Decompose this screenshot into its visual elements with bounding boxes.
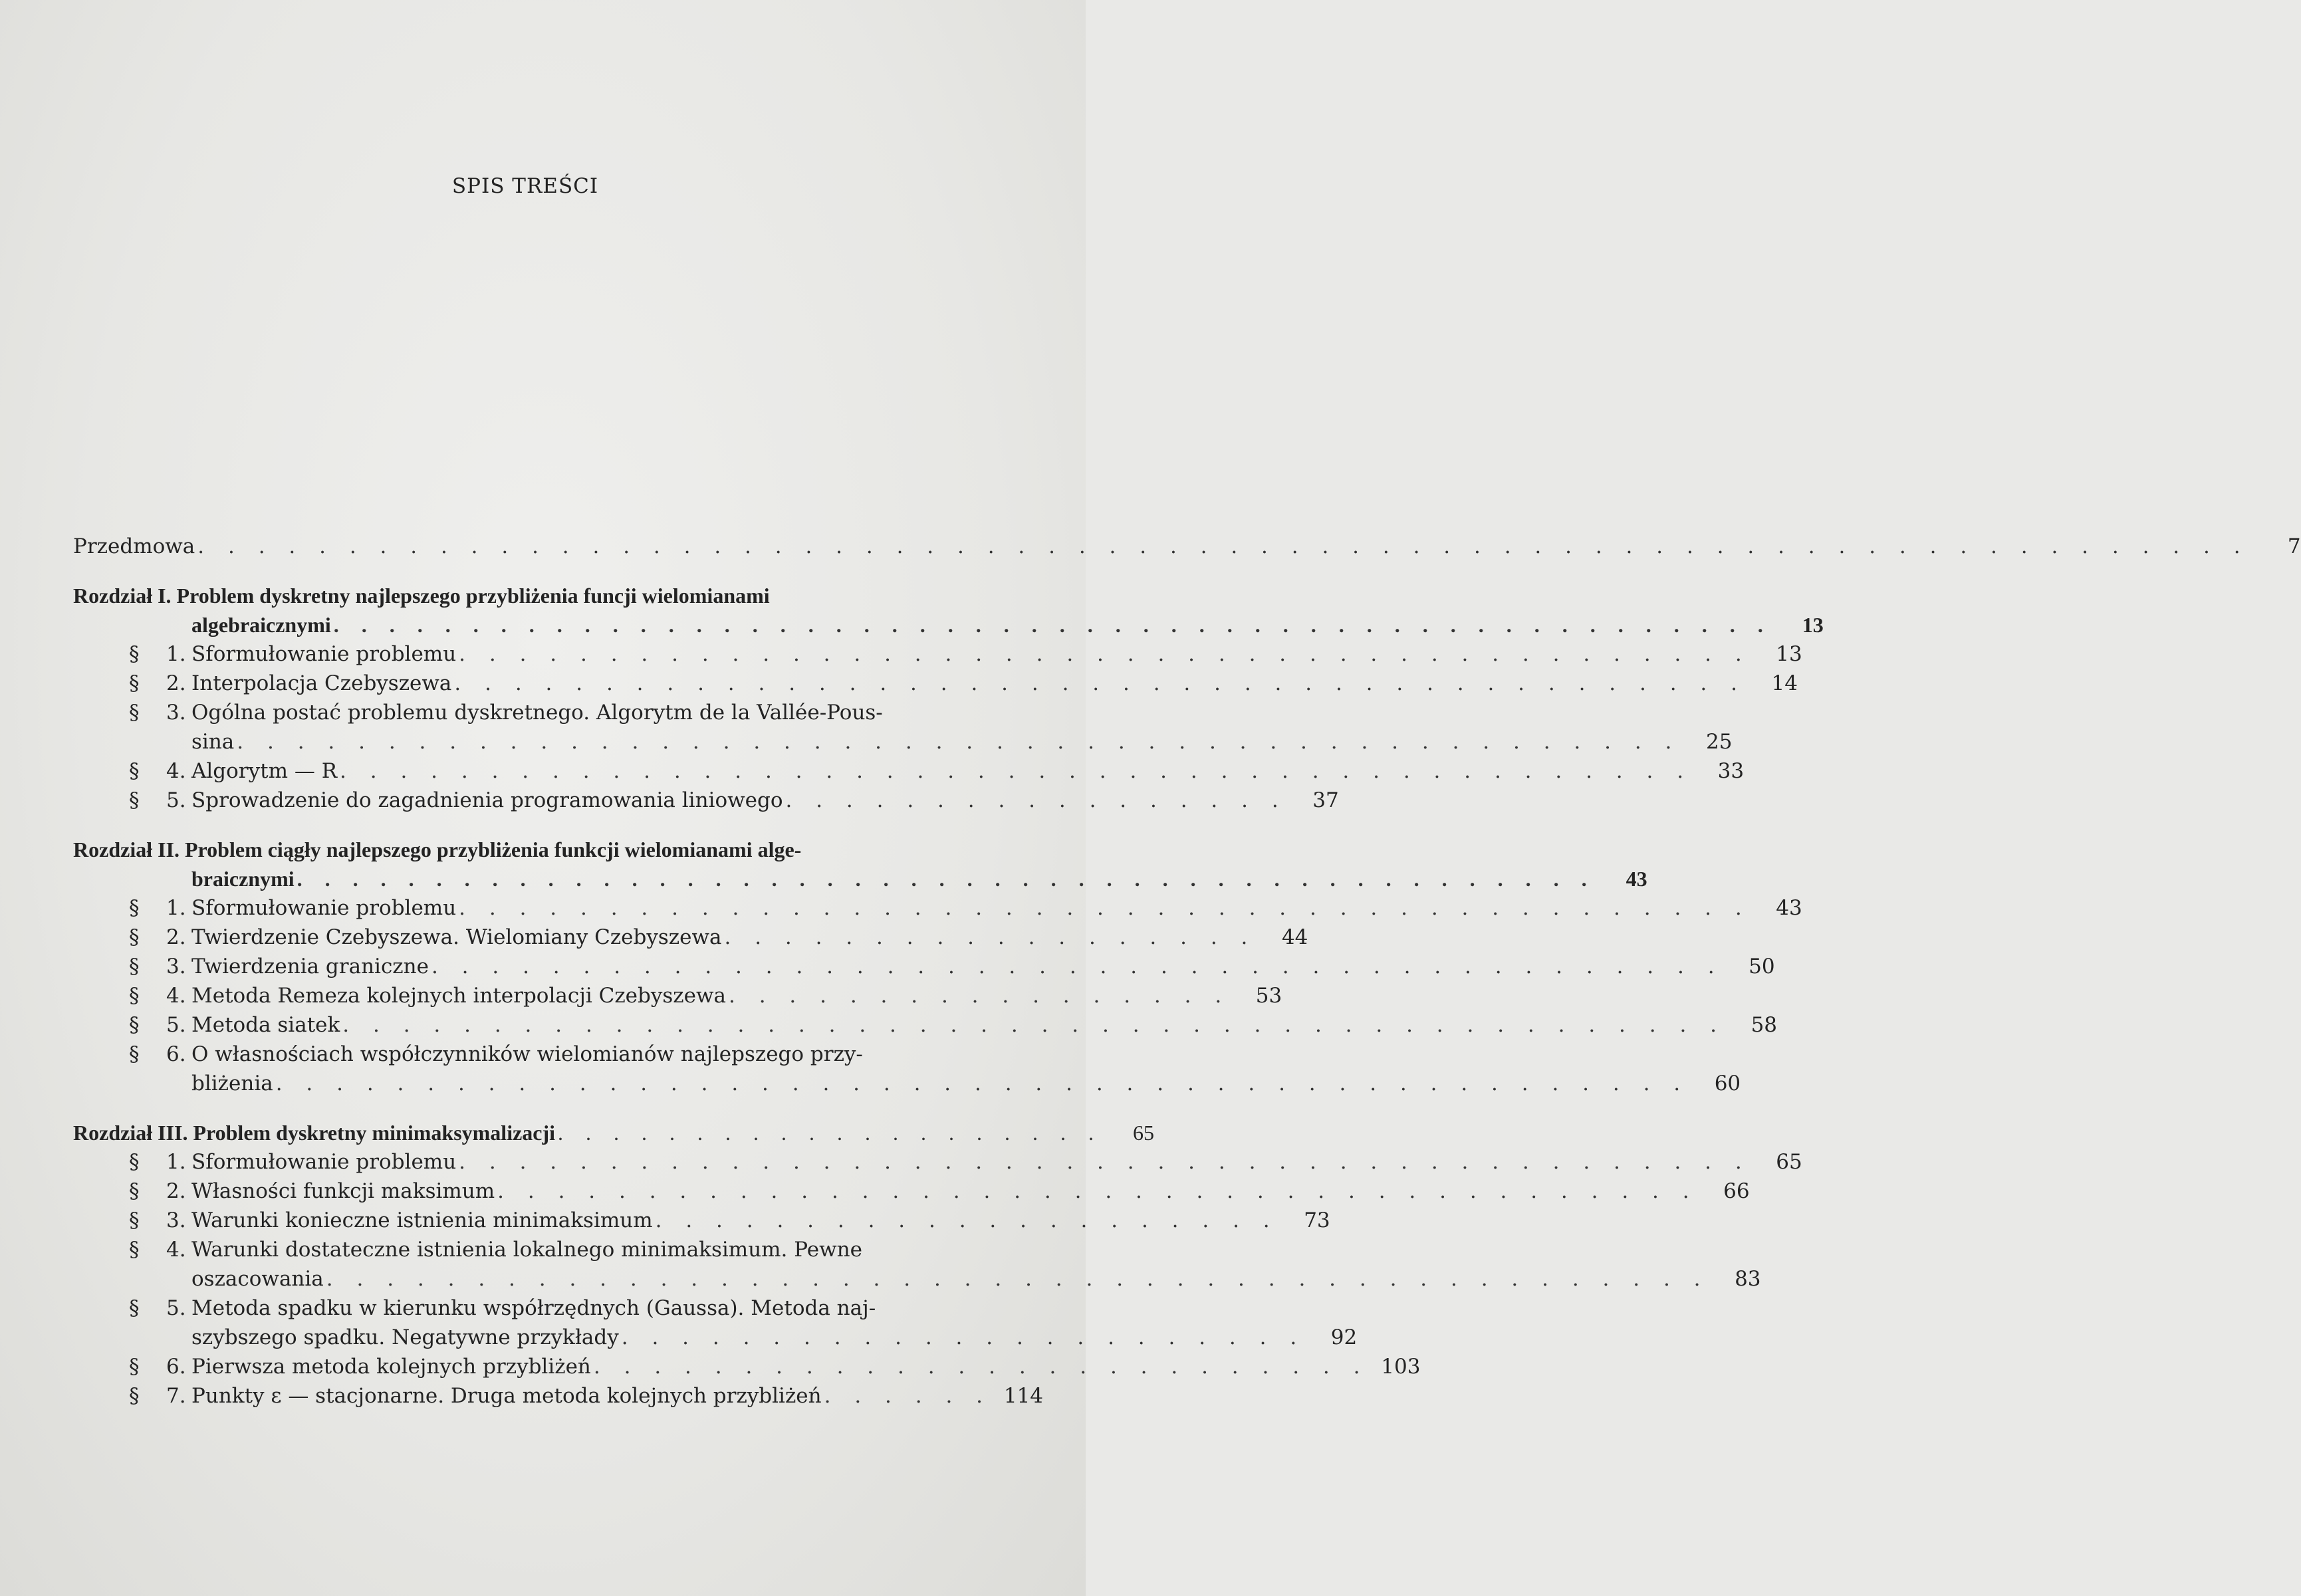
section-number: 1. (166, 896, 186, 920)
section-number: 5. (166, 788, 186, 812)
entry-text (129, 981, 726, 1010)
page-number: 58 (1751, 1013, 1778, 1037)
leader-dots: . . . . . . . . . . . . . . . . . . . . . . . . . . . . . . . . . . . . . . . . . . . (459, 896, 1751, 920)
entry-text (129, 698, 883, 727)
section-number: 2. (166, 671, 186, 695)
entry-text (129, 1177, 495, 1206)
section-entry (73, 952, 1775, 981)
section-number: 1. (166, 642, 186, 666)
section-symbol: § (129, 984, 140, 1008)
entry-text: Metoda siatek (191, 1013, 340, 1037)
page-number: 103 (1381, 1355, 1421, 1379)
chapter-heading (73, 581, 967, 610)
section-number: 7. (166, 1384, 186, 1408)
section-entry (73, 1294, 967, 1323)
chapter-title-continuation (73, 610, 1824, 639)
entry-text (129, 669, 451, 698)
section-entry-continuation (73, 1323, 1358, 1352)
section-symbol: § (129, 1355, 140, 1379)
chapter-label (73, 835, 801, 864)
page-number: 25 (1705, 730, 1733, 754)
leader-dots: . . . . . . . . . . . . . . . . . . (724, 925, 1257, 949)
leader-dots: . . . . . . . . . . . . . . . . . (728, 984, 1231, 1008)
page-number: 92 (1330, 1325, 1358, 1349)
section-number: 3. (166, 1208, 186, 1232)
entry-text: Warunki konieczne istnienia minimaksimum (191, 1208, 653, 1232)
section-entry (73, 639, 1802, 669)
entry-text: Rozdział III. (73, 1121, 188, 1145)
section-symbol: § (129, 1013, 140, 1037)
section-number: 5. (166, 1296, 186, 1320)
page-number: 14 (1771, 671, 1798, 695)
entry-text: Warunki dostateczne istnienia lokalnego minimaksimum. Pewne (191, 1238, 862, 1262)
page-number: 33 (1717, 759, 1745, 783)
section-symbol: § (129, 1384, 140, 1408)
section-entry (73, 786, 1339, 815)
section-entry (73, 1206, 1330, 1235)
section-entry (73, 923, 1308, 952)
entry-text: algebraicznymi (191, 613, 331, 637)
leader-dots: . . . . . . . . . . . . . . . . . (785, 788, 1287, 812)
page-number: 65 (1133, 1121, 1155, 1145)
leader-dots: . . . . . . . . . . . . . . . . . . . . . . . . . . . . . . . . . . . . . . . . (497, 1179, 1698, 1203)
leader-dots: . . . . . . . . . . . . . . . . . . . . . . . . . . . . . . . . . . . . . . . . . . . (454, 671, 1746, 695)
chapter-title-continuation (73, 864, 1647, 893)
section-number: 4. (166, 1238, 186, 1262)
section-entry (73, 669, 1798, 698)
section-entry-continuation (73, 1069, 1741, 1098)
section-entry-continuation (73, 1264, 1761, 1294)
section-entry (73, 1010, 1778, 1040)
section-symbol: § (129, 1296, 140, 1320)
chapter-heading (73, 1118, 1155, 1147)
entry-text (129, 1147, 456, 1177)
entry-text (129, 1294, 876, 1323)
page-number: 114 (1003, 1384, 1044, 1408)
chapter-label (73, 581, 770, 610)
entry-text: sina (191, 730, 235, 754)
entry-text (129, 923, 722, 952)
entry-text: Interpolacja Czebyszewa (191, 671, 452, 695)
entry-text: O własnościach współczynników wielomianów najlepszego przy- (191, 1042, 863, 1066)
section-number: 6. (166, 1355, 186, 1379)
section-entry-continuation (73, 727, 1733, 756)
section-number: 5. (166, 1013, 186, 1037)
entry-text: oszacowania (191, 1267, 324, 1291)
page-number: 53 (1255, 984, 1282, 1008)
table-of-contents (73, 532, 2301, 1411)
section-symbol: § (129, 1238, 140, 1262)
page-number: 43 (1776, 896, 1802, 920)
section-symbol: § (129, 1208, 140, 1232)
entry-text (129, 893, 456, 923)
entry-text (129, 786, 783, 815)
entry-text: Pierwsza metoda kolejnych przybliżeń (191, 1355, 591, 1379)
entry-text (129, 1352, 591, 1381)
entry-text: Sprowadzenie do zagadnienia programowania liniowego (191, 788, 783, 812)
section-number: 4. (166, 984, 186, 1008)
page-number: 7 (2287, 534, 2301, 558)
section-symbol: § (129, 642, 140, 666)
leader-dots: . . . . . . . . . . . . . . . . . . . . . . . . . . . . . . . . . . . . . . . . . . . . . . . . . . . . . . . . . . . . . . . . . . . . (197, 534, 2249, 558)
entry-text (129, 756, 337, 786)
section-number: 2. (166, 925, 186, 949)
entry-text: Rozdział I. (73, 584, 172, 608)
section-number: 4. (166, 759, 186, 783)
entry-text (129, 1235, 862, 1264)
entry-text: Rozdział II. (73, 838, 180, 861)
leader-dots: . . . . . . . . . . . . . . . . . . . . . . . . . . . . . . . . . . . . . . . . . . . . . (340, 759, 1693, 783)
entry-text: braicznymi (191, 867, 295, 891)
section-entry (73, 1177, 1750, 1206)
entry-text: Sformułowanie problemu (191, 642, 457, 666)
entry-text: Metoda Remeza kolejnych interpolacji Czebyszewa (191, 984, 726, 1008)
section-symbol: § (129, 701, 140, 725)
entry-text (129, 1010, 340, 1040)
spacer (73, 815, 967, 835)
leader-dots: . . . . . . . . . . . . . . . . . . . . . (655, 1208, 1278, 1232)
section-entry (73, 981, 1282, 1010)
section-number: 1. (166, 1150, 186, 1174)
entry-text: bliżenia (191, 1072, 273, 1095)
section-symbol: § (129, 788, 140, 812)
leader-dots: . . . . . . . . . . . . . . . . . . . . . . . . . . . . . . . . . . . . . . . . . . . . . . . (275, 1072, 1689, 1095)
section-symbol: § (129, 671, 140, 695)
leader-dots: . . . . . . . . . . . . . . . . . . . . . . . . . . . . . . . . . . . . . . . . . . . (459, 642, 1751, 666)
page-number: 66 (1723, 1179, 1750, 1203)
section-entry (73, 893, 1802, 923)
entry-text: Metoda spadku w kierunku współrzędnych (Gaussa). Metoda naj- (191, 1296, 876, 1320)
section-entry (73, 1040, 967, 1069)
leader-dots: . . . . . . . . . . . . . . . . . . . . . . . (621, 1325, 1306, 1349)
section-entry (73, 1235, 967, 1264)
section-symbol: § (129, 759, 140, 783)
entry-text (129, 1040, 863, 1069)
entry-text (129, 1381, 822, 1411)
entry-text: Ogólna postać problemu dyskretnego. Algorytm de la Vallée-Pous- (191, 701, 883, 725)
entry-text: Sformułowanie problemu (191, 896, 457, 920)
chapter-label (73, 1118, 555, 1147)
entry-text: Punkty ε — stacjonarne. Druga metoda kolejnych przybliżeń (191, 1384, 822, 1408)
toc-entry-label: Przedmowa (73, 534, 195, 558)
section-symbol: § (129, 955, 140, 978)
entry-text (129, 1206, 653, 1235)
section-symbol: § (129, 1150, 140, 1174)
page-title: SPIS TREŚCI (451, 174, 599, 198)
section-entry (73, 1381, 1044, 1411)
section-symbol: § (129, 896, 140, 920)
entry-text: Problem dyskretny najlepszego przybliżenia funcji wielomianami (176, 584, 770, 608)
section-entry (73, 756, 1745, 786)
leader-dots: . . . . . . . . . . . . . . . . . . . . . . . . . . . . . . . . . . . . . . . . . . . . . . . . . . . . (333, 613, 1772, 637)
leader-dots: . . . . . . . . . . . . . . . . . . . . . . . . . . . . . . . . . . . . . . . . . . . . . . (342, 1013, 1726, 1037)
page-number: 37 (1312, 788, 1339, 812)
spacer (73, 1098, 967, 1118)
leader-dots: . . . . . . . . . . . . . . . . . . . . . . . . . . . . . . . . . . . . . . . . . . . . . . . . (237, 730, 1681, 754)
spacer (73, 561, 967, 581)
section-entry (73, 698, 967, 727)
section-symbol: § (129, 925, 140, 949)
section-symbol: § (129, 1179, 140, 1203)
section-number: 3. (166, 701, 186, 725)
section-symbol: § (129, 1042, 140, 1066)
page-number: 73 (1304, 1208, 1330, 1232)
section-number: 6. (166, 1042, 186, 1066)
toc-entry-preface (73, 532, 2301, 561)
leader-dots: . . . . . . . . . . . . . . . . . . . . . . . . . . . . . . . . . . . . . . . . . . . (431, 955, 1723, 978)
entry-text: szybszego spadku. Negatywne przykłady (191, 1325, 619, 1349)
entry-text: Problem ciągły najlepszego przybliżenia funkcji wielomianami alge- (185, 838, 802, 861)
entry-text: Własności funkcji maksimum (191, 1179, 495, 1203)
entry-text: Twierdzenie Czebyszewa. Wielomiany Czebyszewa (191, 925, 722, 949)
page-number: 65 (1776, 1150, 1802, 1174)
entry-text: Twierdzenia graniczne (191, 955, 429, 978)
leader-dots: . . . . . . . . . . . . . . . . . . . . . . . . . . . . . . . . . . . . . . . . . . . . . . (326, 1267, 1709, 1291)
page-number: 43 (1626, 867, 1647, 891)
section-entry (73, 1147, 1802, 1177)
entry-text: Algorytm — R (191, 759, 338, 783)
entry-text: Problem dyskretny minimaksymalizacji (193, 1121, 556, 1145)
leader-dots: . . . . . . . . . . . . . . . . . . . . (558, 1121, 1103, 1145)
leader-dots: . . . . . . . . . . . . . . . . . . . . . . . . . . . . . . . . . . . . . . . . . . . . . . . (297, 867, 1596, 891)
entry-text (129, 952, 429, 981)
page-number: 83 (1735, 1267, 1761, 1291)
page-number: 60 (1714, 1072, 1741, 1095)
chapter-heading (73, 835, 967, 864)
page-number: 50 (1749, 955, 1775, 978)
section-entry (73, 1352, 1421, 1381)
page-number: 13 (1802, 613, 1824, 637)
entry-text (129, 639, 456, 669)
section-number: 3. (166, 955, 186, 978)
leader-dots: . . . . . . . . . . . . . . . . . . . . . . . . . . . . . . . . . . . . . . . . . . . (459, 1150, 1751, 1174)
page-number: 44 (1281, 925, 1308, 949)
page-number: 13 (1776, 642, 1802, 666)
leader-dots: . . . . . . . . . . . . . . . . . . . . . . . . . . (593, 1355, 1369, 1379)
leader-dots: . . . . . . (824, 1384, 992, 1408)
entry-text: Sformułowanie problemu (191, 1150, 457, 1174)
section-number: 2. (166, 1179, 186, 1203)
